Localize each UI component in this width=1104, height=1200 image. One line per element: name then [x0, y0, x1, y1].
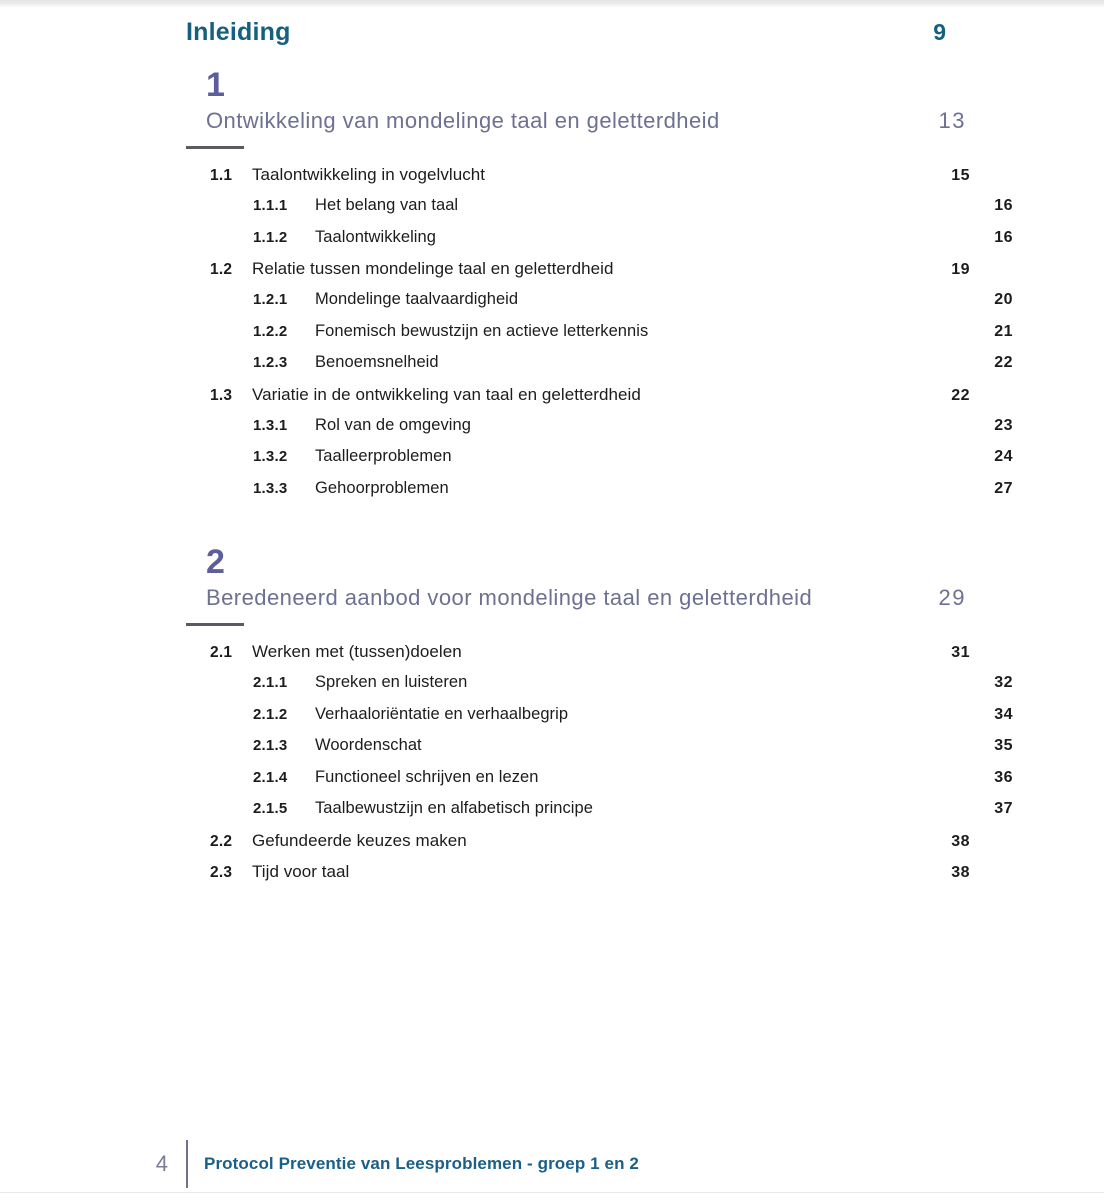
toc-entry[interactable] — [186, 479, 1013, 511]
toc-entry-page-number: 19 — [951, 261, 970, 278]
toc-entry-label: Taalleerproblemen — [315, 447, 452, 465]
toc-entry[interactable] — [186, 447, 1013, 479]
toc-entry[interactable] — [186, 416, 1013, 448]
toc-entry[interactable] — [186, 385, 970, 416]
toc-entry[interactable] — [186, 353, 1013, 385]
toc-entry[interactable] — [186, 862, 970, 893]
toc-entry[interactable] — [186, 831, 970, 862]
toc-entry-page-number: 32 — [994, 674, 1013, 691]
toc-entry-label: Taalontwikkeling in vogelvlucht — [252, 165, 486, 184]
toc-entry-number: 2.1.2 — [253, 705, 288, 723]
toc-chapter — [186, 66, 1013, 510]
footer-divider — [186, 1140, 188, 1188]
toc-entry-number: 2.3 — [210, 863, 233, 881]
footer-page-number: 4 — [155, 1151, 168, 1176]
toc-entry[interactable] — [186, 736, 1013, 768]
chapter-headline-row[interactable] — [206, 585, 966, 611]
toc-entry-page-number: 21 — [994, 322, 1013, 340]
toc-entry-page-number: 38 — [951, 832, 970, 850]
toc-entry[interactable] — [186, 259, 970, 290]
toc-entry-number: 1.3.3 — [253, 479, 288, 497]
chapter-headline-row[interactable] — [206, 108, 966, 134]
toc-entry-number: 1.2.3 — [253, 354, 288, 371]
page-footer — [0, 1143, 1104, 1185]
toc-entry-number: 1.1.2 — [253, 228, 288, 246]
toc-entry-number: 2.1.5 — [253, 800, 288, 817]
toc-entry-page-number: 16 — [994, 197, 1013, 214]
toc-entry-label: Fonemisch bewustzijn en actieve letterkennis — [315, 321, 649, 340]
toc-entry-number: 2.1 — [210, 644, 233, 661]
chapter-underline-rule — [186, 623, 244, 626]
toc-entry-page-number: 31 — [951, 644, 970, 661]
toc-entry[interactable] — [186, 799, 1013, 831]
front-matter-title: Inleiding — [186, 18, 291, 46]
toc-entry-label: Spreken en luisteren — [315, 673, 468, 691]
toc-entry[interactable] — [186, 165, 970, 196]
toc-entry-page-number: 27 — [994, 479, 1013, 497]
toc-entry-page-number: 22 — [994, 354, 1013, 371]
toc-entry-label: Werken met (tussen)doelen — [252, 642, 462, 661]
toc-entry-label: Benoemsnelheid — [315, 353, 439, 371]
chapter-title: Ontwikkeling van mondelinge taal en geletterdheid — [206, 108, 720, 133]
chapter-number: 1 — [206, 66, 225, 104]
toc-entry[interactable] — [186, 705, 1013, 737]
chapter-entry-list — [186, 642, 1013, 893]
toc-entry-label: Taalbewustzijn en alfabetisch principe — [315, 799, 593, 817]
toc-entry-page-number: 34 — [994, 705, 1013, 723]
toc-entry-label: Gehoorproblemen — [315, 478, 449, 497]
toc-entry-number: 1.3 — [210, 386, 233, 404]
toc-entry-page-number: 20 — [994, 291, 1013, 308]
toc-entry-page-number: 22 — [951, 386, 970, 404]
toc-entry-page-number: 24 — [994, 448, 1013, 465]
toc-entry-number: 1.3.1 — [253, 416, 288, 434]
toc-entry-number: 2.2 — [210, 832, 233, 850]
toc-entry-label: Variatie in de ontwikkeling van taal en geletterdheid — [252, 384, 641, 404]
toc-front-matter-row[interactable] — [186, 18, 946, 47]
toc-entry-page-number: 36 — [994, 768, 1013, 786]
toc-entry-number: 1.1.1 — [253, 197, 288, 214]
toc-entry-label: Verhaaloriëntatie en verhaalbegrip — [315, 704, 569, 723]
toc-entry[interactable] — [186, 642, 970, 673]
page-bottom-rule — [0, 1192, 1104, 1193]
toc-entry-page-number: 37 — [994, 800, 1013, 817]
toc-entry[interactable] — [186, 768, 1013, 800]
chapter-entry-list — [186, 165, 1013, 510]
toc-entry-page-number: 23 — [994, 416, 1013, 434]
toc-entry-label: Rol van de omgeving — [315, 415, 471, 434]
toc-entry-label: Functioneel schrijven en lezen — [315, 767, 539, 786]
chapter-number: 2 — [206, 543, 225, 581]
toc-entry-number: 1.3.2 — [253, 448, 288, 465]
toc-entry-number: 1.1 — [210, 167, 233, 184]
toc-entry-page-number: 16 — [994, 228, 1013, 246]
toc-entry-label: Gefundeerde keuzes maken — [252, 830, 467, 850]
toc-entry[interactable] — [186, 290, 1013, 322]
toc-entry[interactable] — [186, 673, 1013, 705]
toc-entry[interactable] — [186, 228, 1013, 260]
front-matter-page-number: 9 — [933, 19, 946, 45]
toc-entry-label: Taalontwikkeling — [315, 227, 436, 246]
chapter-page-number: 13 — [938, 108, 966, 133]
toc-entry-label: Het belang van taal — [315, 196, 459, 214]
toc-entry-label: Mondelinge taalvaardigheid — [315, 290, 519, 308]
toc-entry-number: 1.2 — [210, 261, 233, 278]
toc-entry-number: 2.1.1 — [253, 674, 288, 691]
toc-entry-page-number: 38 — [951, 863, 970, 881]
chapter-title: Beredeneerd aanbod voor mondelinge taal en geletterdheid — [206, 585, 813, 610]
toc-entry-number: 2.1.4 — [253, 768, 288, 786]
toc-entry-label: Relatie tussen mondelinge taal en geletterdheid — [252, 259, 614, 278]
chapter-underline-rule — [186, 146, 244, 149]
toc-entry[interactable] — [186, 196, 1013, 228]
toc-entry-page-number: 35 — [994, 737, 1013, 754]
toc-entry-number: 2.1.3 — [253, 737, 288, 754]
toc-entry-page-number: 15 — [951, 167, 970, 184]
toc-entry[interactable] — [186, 322, 1013, 354]
toc-chapter — [186, 543, 1013, 893]
toc-entry-label: Tijd voor taal — [252, 861, 350, 881]
footer-title: Protocol Preventie van Leesproblemen - groep 1 en 2 — [204, 1154, 639, 1173]
toc-entry-label: Woordenschat — [315, 736, 422, 754]
chapter-page-number: 29 — [938, 585, 966, 610]
toc-entry-number: 1.2.1 — [253, 291, 288, 308]
toc-entry-number: 1.2.2 — [253, 322, 288, 340]
